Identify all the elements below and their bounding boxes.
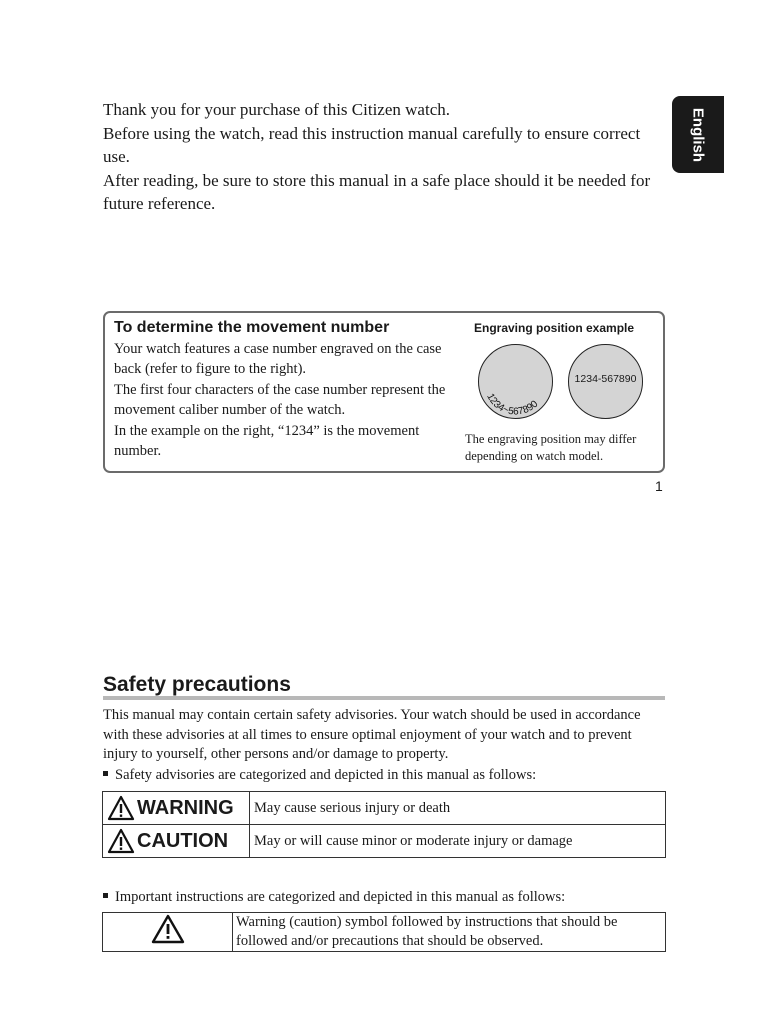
curved-engraving-text: 1234~567890 — [484, 391, 541, 418]
safety-bullet-1 — [103, 767, 536, 784]
curved-engraving-figure — [479, 345, 552, 418]
movement-paragraph-3: In the example on the right, “1234” is the movement number. — [114, 423, 420, 459]
svg-text:1234~567890 — [484, 392, 540, 418]
warning-triangle-icon — [107, 795, 135, 821]
page-number: 1 — [655, 478, 663, 494]
symbol-row — [103, 913, 666, 952]
safety-title-rule — [103, 696, 665, 700]
intro-paragraph-2: Before using the watch, read this instruction manual carefully to ensure correct use. — [103, 124, 641, 166]
language-tab — [672, 96, 724, 173]
intro-paragraph-1: Thank you for your purchase of this Citizen watch. — [103, 100, 450, 119]
movement-number-box — [103, 311, 665, 473]
warning-symbol-icon — [151, 914, 185, 944]
caution-description: May or will cause minor or moderate injury or damage — [250, 825, 666, 858]
intro-paragraph-3: After reading, be sure to store this manual in a safe place should it be needed for future reference. — [103, 171, 651, 213]
warning-row — [103, 792, 666, 825]
symbol-cell — [103, 913, 233, 952]
movement-box-text — [114, 339, 459, 462]
engraving-title: Engraving position example — [474, 321, 635, 335]
caution-row — [103, 825, 666, 858]
safety-intro-text: This manual may contain certain safety advisories. Your watch should be used in accordance with these advisories at all times to ensure optimal enjoyment of your watch and to prevent injury to yourself, other persons and/or damage to property. — [103, 707, 641, 762]
caution-triangle-icon — [107, 828, 135, 854]
caution-label: CAUTION — [137, 829, 229, 852]
engraving-note: The engraving position may differ depending on watch model. — [465, 432, 637, 463]
straight-engraving-text: 1234-567890 — [574, 373, 637, 385]
safety-bullet-2-text: Important instructions are categorized and depicted in this manual as follows: — [115, 889, 566, 905]
safety-bullet-2 — [103, 889, 565, 906]
symbol-description: Warning (caution) symbol followed by instructions that should be followed and/or precautions that should be observed. — [233, 913, 666, 952]
case-back-straight-engraving — [568, 344, 643, 419]
safety-intro — [103, 706, 665, 765]
movement-box-title: To determine the movement number — [114, 319, 390, 336]
instruction-symbol-table — [102, 912, 666, 952]
warning-label-cell — [103, 792, 250, 825]
movement-paragraph-1: Your watch features a case number engraved on the case back (refer to figure to the right). — [114, 341, 442, 377]
bullet-square — [103, 893, 108, 898]
safety-title: Safety precautions — [103, 673, 291, 696]
caution-label-cell — [103, 825, 250, 858]
movement-paragraph-2: The first four characters of the case number represent the movement caliber number of the watch. — [114, 382, 446, 418]
language-tab-label: English — [689, 107, 707, 162]
warning-label: WARNING — [137, 796, 234, 819]
case-back-curved-engraving — [478, 344, 553, 419]
advisory-table — [102, 791, 666, 858]
warning-description: May cause serious injury or death — [250, 792, 666, 825]
safety-bullet-1-text: Safety advisories are categorized and depicted in this manual as follows: — [115, 767, 537, 783]
intro-text — [103, 98, 663, 216]
bullet-square — [103, 771, 108, 776]
